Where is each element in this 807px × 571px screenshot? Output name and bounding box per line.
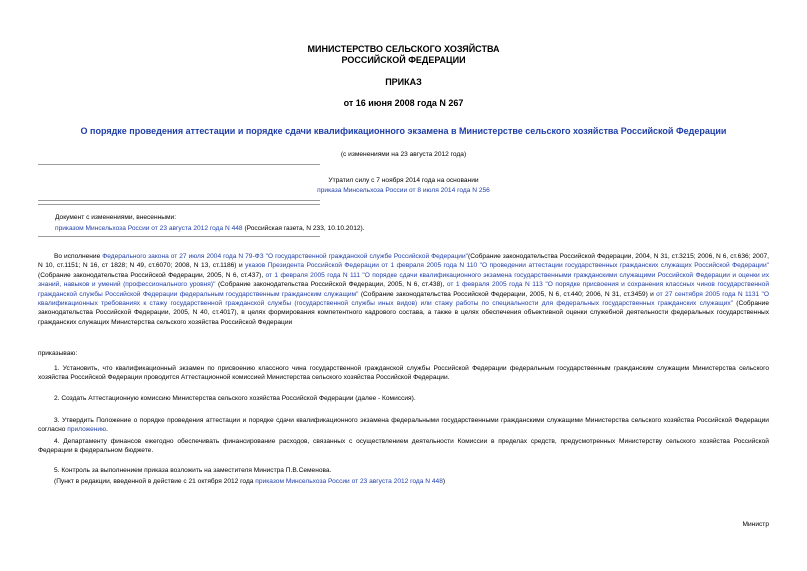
item-5-note: (Пункт в редакции, введенной в действие с 21 октября 2012 года приказом Минсельхоза России от 23 августа 2012 года N 448) [54, 478, 446, 485]
lost-force-text: Утратил силу с 7 ноября 2014 года на основании [328, 177, 479, 184]
amendments-note: (с изменениями на 23 августа 2012 года) [340, 151, 467, 158]
document-title: О порядке проведения аттестации и порядке сдачи квалификационного экзамена в Министерстве сельского хозяйства Российской Федерации [80, 126, 727, 136]
ministry-line-2: РОССИЙСКОЙ ФЕДЕРАЦИИ [341, 55, 466, 65]
link-decree-110[interactable]: указов Президента Российской Федерации от 1 февраля 2005 года N 110 "О проведении аттестации государственных гражданских служащих Российской Федерации" [245, 262, 769, 270]
changes-link[interactable]: приказом Минсельхоза России от 23 августа 2012 года N 448 [55, 225, 243, 232]
divider [38, 200, 320, 201]
order-word: приказываю: [38, 350, 78, 357]
changes-label: Документ с изменениями, внесенными: [55, 214, 177, 221]
doc-type: ПРИКАЗ [385, 77, 422, 87]
lost-force-link[interactable]: приказа Минсельхоза России от 8 июля 2014 года N 256 [317, 187, 490, 194]
item-2: 2. Создать Аттестационную комиссию Министерства сельского хозяйства Российской Федерации (далее - Комиссия). [54, 395, 416, 402]
link-order-448[interactable]: приказом Минсельхоза России от 23 августа 2012 года N 448 [255, 478, 443, 485]
link-decree-111[interactable]: от 1 февраля 2005 года N 111 "О порядке сдачи квалификационного экзамена государственными гражданскими служащими Российской Федерации и оценки их знаний, навыков и умений (профессионального уровня)" [38, 271, 769, 289]
preamble-paragraph: Во исполнение Федерального закона от 27 июля 2004 года N 79-ФЗ "О государственной гражданской службе Российской Федерации"(Собрание законодательства Российской Федерации, 2004, N 31, ст.3215; 2006, N 6, ст.636; 2007, N 10, ст.1151; N 16, ст 1828; N 49, ст.6070; 2008, N 13, ст.1186) и указов Президента Российской Федерации от 1 февраля 2005 года N 110 "О проведении аттестации государственных гражданских служащих Российской Федерации" (Собрание законодательства Российской Федерации, 2005, N 6, ст.437), от 1 февраля 2005 года N 111 "О порядке сдачи квалификационного экзамена государственными гражданскими служащими Российской Федерации и оценки их знаний, навыков и умений (профессионального уровня)" (Собрание законодательства Российской Федерации, 2005, N 6, ст.438), от 1 февраля 2005 года N 113 "О порядке присвоения и сохранения классных чинов государственной гражданской службы Российской Федерации федеральным государственным гражданским служащим" (Собрание законодательства Российской Федерации, 2005, N 6, ст.440; 2006, N 31, ст.3459) и от 27 сентября 2005 года N 1131 "О квалификационных требованиях к стажу государственной гражданской службы (государственной службы иных видов) или стажу работы по специальности для федеральных государственных гражданских служащих" (Собрание законодательства Российской Федерации, 2005, N 40, ст.4017), в целях формирования компетентного кадрового состава, а также в целях обеспечения объективной оценки служебной деятельности федеральных государственных гражданских служащих Министерства сельского хозяйства Российской Федерации [38, 253, 770, 326]
ministry-line-1: МИНИСТЕРСТВО СЕЛЬСКОГО ХОЗЯЙСТВА [307, 44, 500, 54]
divider [38, 164, 320, 165]
link-decree-113[interactable]: от 1 февраля 2005 года N 113 "О порядке присвоения и сохранения классных чинов государственной гражданской службы Российской Федерации федеральным государственным гражданским служащим" [38, 281, 769, 298]
item-3: 3. Утвердить Положение о порядке проведения аттестации и порядке сдачи квалификационного экзамена федеральными государственными гражданскими служащими Министерства сельского хозяйства Российской Федерации согласно приложению. [38, 417, 769, 434]
item-5: 5. Контроль за выполнением приказа возложить на заместителя Министра П.В.Семенова. [54, 467, 332, 474]
link-appendix[interactable]: приложению [67, 426, 107, 434]
doc-date-number: от 16 июня 2008 года N 267 [343, 98, 464, 108]
item-1: 1. Установить, что квалификационный экзамен по присвоению классного чина государственной гражданской службы Российской Федерации федеральным государственным гражданским служащим Министерства сельского хозяйства Российской Федерации проводится Аттестационной комиссией Министерства сельского хозяйства Российской Федерации. [38, 365, 769, 382]
signature-title: Министр [742, 521, 769, 528]
item-4: 4. Департаменту финансов ежегодно обеспечивать финансирование расходов, связанных с осуществлением деятельности Комиссии в пределах средств, предусмотренных Министерству сельского хозяйства Российской Федерации в федеральном бюджете. [38, 438, 769, 455]
changes-tail: (Российская газета, N 233, 10.10.2012). [244, 225, 365, 232]
link-decree-1131[interactable]: от 27 сентября 2005 года N 1131 "О квалификационных требованиях к стажу государственной гражданской службы (государственной службы иных видов) или стажу работы по специальности для федеральных государственных гражданских служащих" [38, 290, 769, 308]
link-federal-law-79fz[interactable]: Федерального закона от 27 июля 2004 года N 79-ФЗ "О государственной гражданской службе Российской Федерации" [102, 253, 469, 260]
divider [38, 236, 320, 237]
divider [38, 204, 320, 205]
